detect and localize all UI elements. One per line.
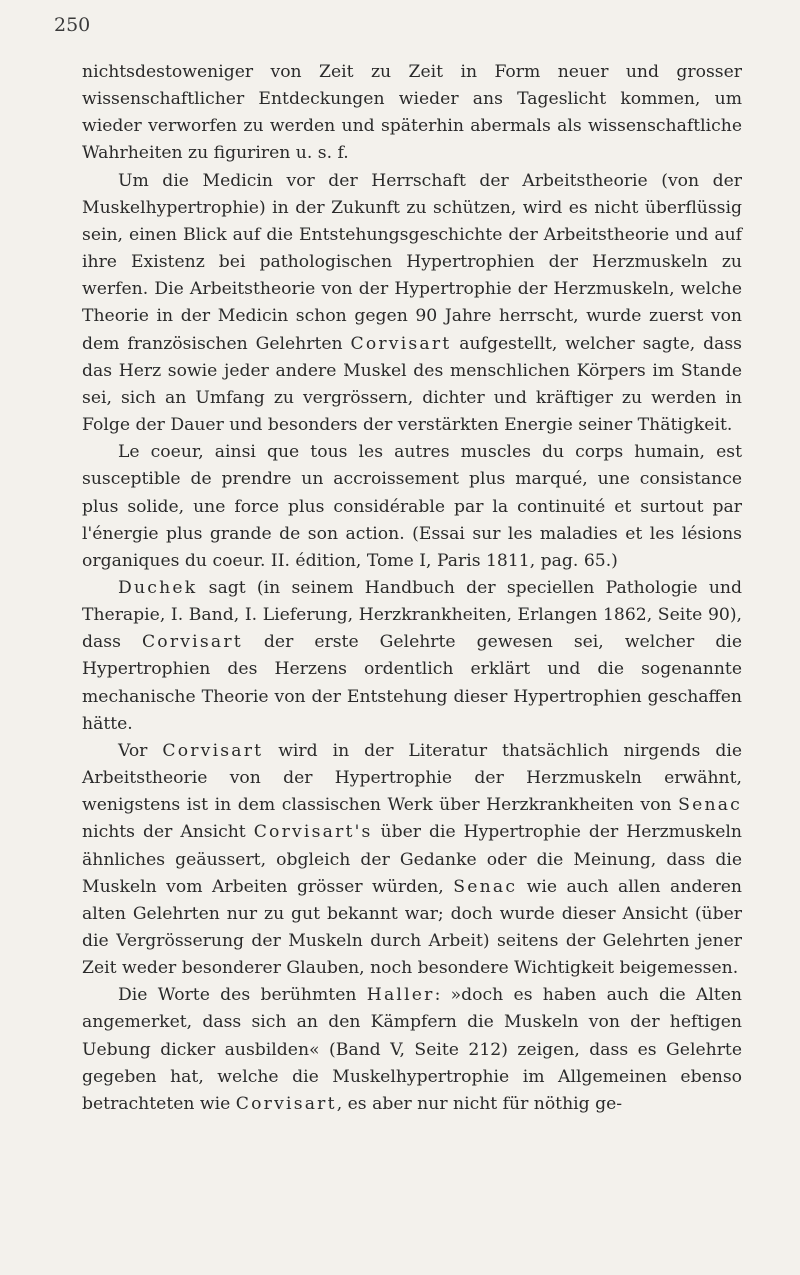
spaced-name: Corvisart <box>235 1093 337 1114</box>
text-run: der erste Gelehrte gewesen sei, welcher die Hypertrophien des Herzens ordentlich erklärt und die sogenannte mechanische Theorie von der Entstehung dieser Hypertrophien geschaffen hätte. <box>82 632 742 734</box>
text-run: über die Hypertrophie der Herzmuskeln ähnliches geäussert, obgleich der Gedanke oder die Meinung, dass die Muskeln vom Arbeiten grösser würden, <box>82 822 743 897</box>
spaced-name: Corvisart's <box>253 822 373 843</box>
paragraph <box>82 575 742 738</box>
text-run: : »doch es haben auch die Alten angemerket, dass sich an den Kämpfern die Muskeln von der heftigen Uebung dicker ausbilden« (Band V, Seite 212) zeigen, dass es Gelehrte gegeben hat, welche die Muskelhypertrophie im Allgemeinen ebenso betrachteten wie <box>82 985 742 1114</box>
paragraph <box>82 982 742 1118</box>
text-run: wird in der Literatur thatsächlich nirgends die Arbeitstheorie von der Hypertrophie der Herzmuskeln erwähnt, wenigstens ist in dem classischen Werk über Herzkrankheiten von <box>82 740 742 816</box>
page-number: 250 <box>54 14 91 36</box>
paragraph <box>82 59 742 168</box>
text-run: Die Worte des berühmten <box>118 985 367 1006</box>
spaced-name: Haller <box>366 985 435 1006</box>
spaced-name: Corvisart <box>141 632 243 653</box>
spaced-name: Corvisart <box>162 740 264 761</box>
text-run: nichts der Ansicht <box>82 822 254 843</box>
body-text <box>82 59 742 1118</box>
text-run: sagt (in seinem Handbuch der speciellen Pathologie und Therapie, I. Band, I. Lieferung, Herzkrankheiten, Erlangen 1862, Seite 90), dass <box>82 577 742 653</box>
spaced-name: Duchek <box>118 577 198 598</box>
paragraph <box>82 168 742 440</box>
text-run: Vor <box>118 740 163 761</box>
spaced-name: Senac <box>678 795 742 816</box>
text-run: nichtsdestoweniger von Zeit zu Zeit in Form neuer und grosser wissenschaftlicher Entdeckungen wieder ans Tageslicht kommen, um wieder verworfen zu werden und späterhin abermals als wissenschaftliche Wahrheiten zu figuriren u. s. f. <box>82 62 742 164</box>
text-run: Le coeur, ainsi que tous les autres muscles du corps humain, est susceptible de prendre un accroissement plus marqué, une consistance plus solide, une force plus considérable par la continuité et surtout par l'énergie plus grande de son action. (Essai sur les maladies et les lésions organiques du coeur. II. édition, Tome I, Paris 1811, pag. 65.) <box>82 442 742 571</box>
spaced-name: Corvisart <box>350 333 452 354</box>
text-run: wie auch allen anderen alten Gelehrten nur zu gut bekannt war; doch wurde dieser Ansicht (über die Vergrösserung der Muskeln durch Arbeit) seitens der Gelehrten jener Zeit weder besonderer Glauben, noch besondere Wichtigkeit beigemessen. <box>82 876 742 979</box>
text-run: , es aber nur nicht für nöthig ge- <box>336 1093 623 1114</box>
text-run: Um die Medicin vor der Herrschaft der Arbeitstheorie (von der Muskelhypertrophie) in der Zukunft zu schützen, wird es nicht überflüssig sein, einen Blick auf die Entstehungsgeschichte der Arbeitstheorie und auf ihre Existenz bei pathologischen Hypertrophien der Herzmuskeln zu werfen. Die Arbeitstheorie von der Hypertrophie der Herzmuskeln, welche Theorie in der Medicin schon gegen 90 Jahre herrscht, wurde zuerst von dem französischen Gelehrten <box>82 170 742 354</box>
text-run: aufgestellt, welcher sagte, dass das Herz sowie jeder andere Muskel des menschlichen Körpers im Stande sei, sich an Umfang zu vergrössern, dichter und kräftiger zu werden in Folge der Dauer und besonders der verstärkten Energie seiner Thätigkeit. <box>82 333 742 436</box>
paragraph <box>82 439 742 575</box>
spaced-name: Senac <box>453 876 518 897</box>
paragraph <box>82 738 742 982</box>
